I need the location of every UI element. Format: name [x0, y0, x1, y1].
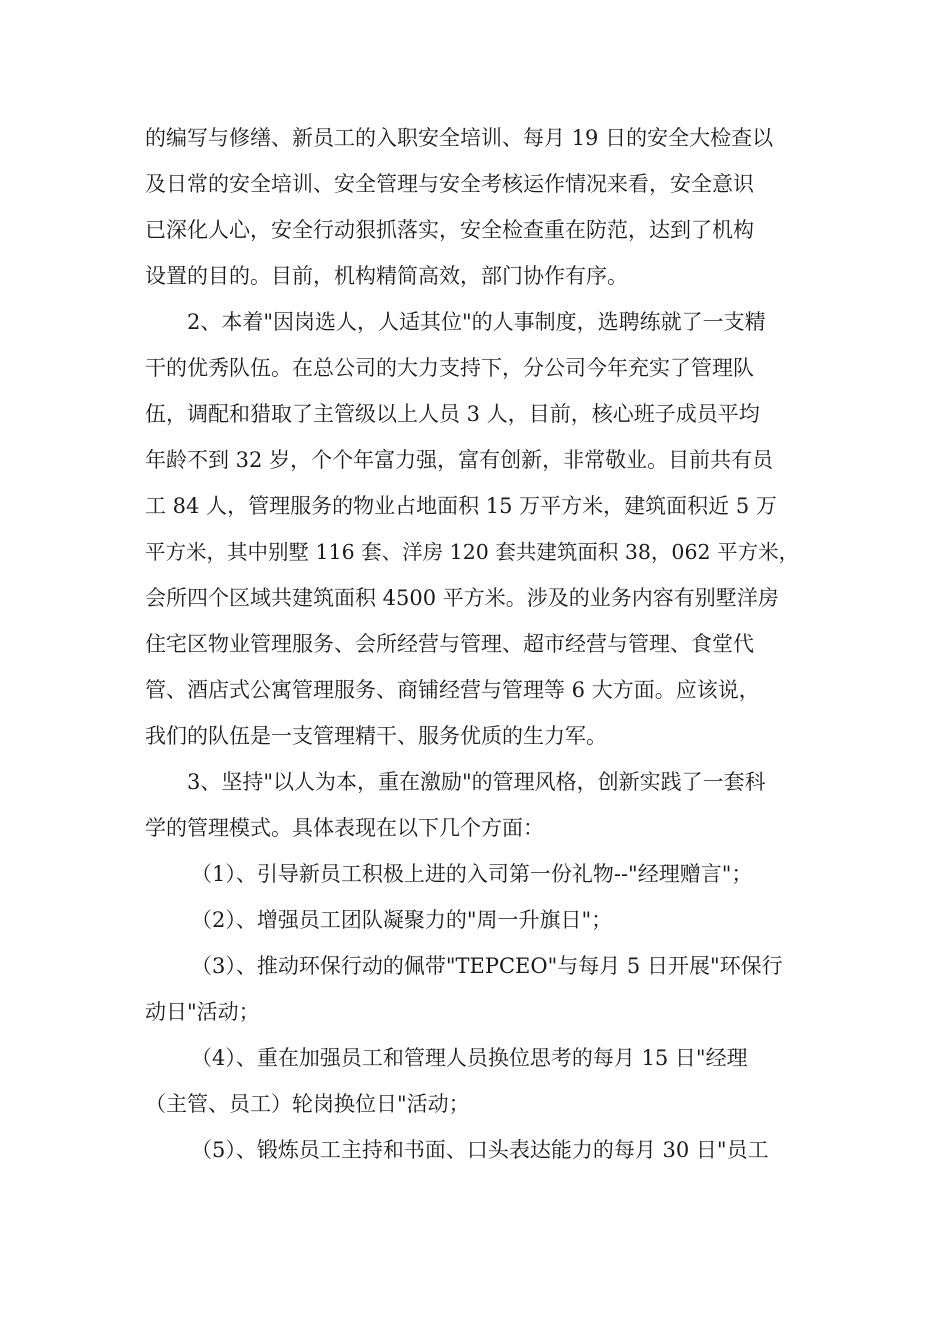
line-text: （主管、员工）轮岗换位日"活动；: [145, 1092, 470, 1116]
text-line: [145, 805, 810, 851]
text-line: [145, 897, 810, 943]
line-text: 年龄不到 32 岁，个个年富力强，富有创新，非常敬业。目前共有员: [145, 448, 774, 472]
line-text: 住宅区物业管理服务、会所经营与管理、超市经营与管理、食堂代: [145, 632, 754, 656]
line-text: （2）、增强员工团队凝聚力的"周一升旗日"；: [191, 908, 613, 932]
text-line: [145, 943, 810, 989]
line-text: 工 84 人，管理服务的物业占地面积 15 万平方米，建筑面积近 5 万: [145, 494, 777, 518]
line-text: 管、酒店式公寓管理服务、商铺经营与管理等 6 大方面。应该说，: [145, 678, 760, 702]
line-text: （1）、引导新员工积极上进的入司第一份礼物--"经理赠言"；: [191, 862, 753, 886]
text-line: [145, 1127, 810, 1173]
line-text: 伍，调配和猎取了主管级以上人员 3 人，目前，核心班子成员平均: [145, 402, 760, 426]
line-text: 会所四个区域共建筑面积 4500 平方米。涉及的业务内容有别墅洋房: [145, 586, 779, 610]
text-line: [145, 391, 810, 437]
line-text: （4）、重在加强员工和管理人员换位思考的每月 15 日"经理: [191, 1046, 748, 1070]
line-text: 动日"活动；: [145, 1000, 260, 1024]
line-text: 干的优秀队伍。在总公司的大力支持下，分公司今年充实了管理队: [145, 356, 754, 380]
line-text: 3、坚持"以人为本，重在激励"的管理风格，创新实践了一套科: [187, 770, 766, 794]
line-text: 已深化人心，安全行动狠抓落实，安全检查重在防范，达到了机构: [145, 218, 754, 242]
text-line: [145, 989, 810, 1035]
text-line: [145, 483, 810, 529]
line-text: 设置的目的。目前，机构精简高效，部门协作有序。: [145, 264, 628, 288]
line-text: 学的管理模式。具体表现在以下几个方面：: [145, 816, 544, 840]
line-text: 我们的队伍是一支管理精干、服务优质的生力军。: [145, 724, 607, 748]
text-line: [145, 851, 810, 897]
text-line: [145, 621, 810, 667]
text-line: [145, 575, 810, 621]
text-line: [145, 713, 810, 759]
text-line: [145, 1035, 810, 1081]
document-body: [145, 115, 810, 1173]
text-line: [145, 115, 810, 161]
line-text: （5）、锻炼员工主持和书面、口头表达能力的每月 30 日"员工: [191, 1138, 769, 1162]
text-line: [145, 529, 810, 575]
text-line: [145, 345, 810, 391]
text-line: [145, 161, 810, 207]
text-line: [145, 253, 810, 299]
text-line: [145, 667, 810, 713]
text-line: [145, 437, 810, 483]
line-text: 平方米，其中别墅 116 套、洋房 120 套共建筑面积 38，062 平方米，: [145, 540, 800, 564]
text-line: [145, 207, 810, 253]
text-line: [145, 1081, 810, 1127]
line-text: 2、本着"因岗选人，人适其位"的人事制度，选聘练就了一支精: [187, 310, 766, 334]
line-text: 及日常的安全培训、安全管理与安全考核运作情况来看，安全意识: [145, 172, 754, 196]
line-text: 的编写与修缮、新员工的入职安全培训、每月 19 日的安全大检查以: [145, 126, 774, 150]
line-text: （3）、推动环保行动的佩带"TEPCEO"与每月 5 日开展"环保行: [191, 954, 783, 978]
text-line: [145, 299, 810, 345]
text-line: [145, 759, 810, 805]
